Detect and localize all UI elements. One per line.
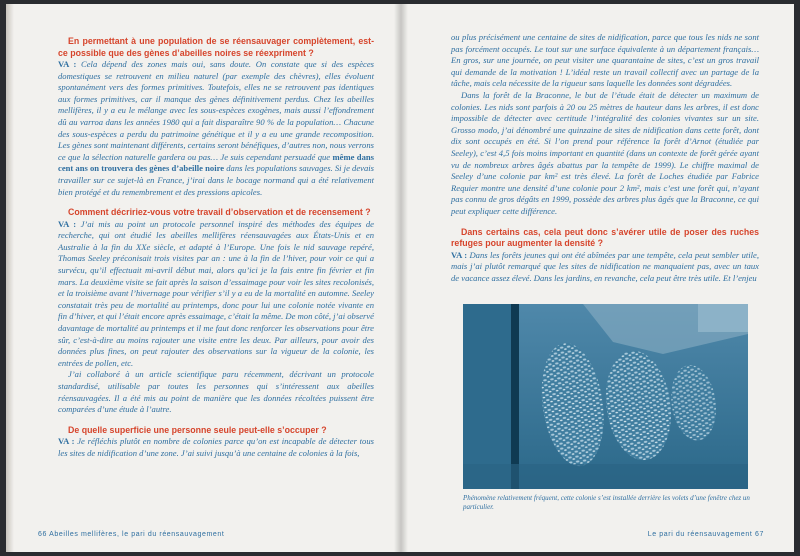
book-spread <box>6 4 794 552</box>
left-page <box>6 4 401 552</box>
photo-caption: Phénomène relativement fréquent, cette colonie s’est installée derrière les volets d’une fenêtre chez un particulier. <box>463 494 750 511</box>
answer-paragraph: VA : Cela dépend des zones mais oui, sans doute. On constate que si des espèces domestiques se retrouvent en milieu naturel (par exemple des chèvres), elles évoluent spontanément vers des formes primitives. Toutefois, elles ne se retrouvent pas identiques aux formes primitives, car il manque des gènes définitivement perdus. Chez les abeilles mellifères, il y a eu le mélange avec les sous-espèces exogènes, mais aussi l’effondrement dû au varroa dans les années 1980 qui a fait disparaître 90 % de la population… Chacune des sous-espèces a perdu du patrimoine génétique et il y a eu une grande recomposition. Les gènes sont maintenant différents, certains seront bénéfiques, d’autres non, nous verrons ce que la sélection naturelle gardera ou pas… Je suis cependant persuadé que même dans cent ans on trouvera des gènes d’abeille noire dans les populations sauvages. Si je devais travailler sur ce sujet-là en France, j’irai dans le bocage normand qui a été relativement bien protégé et du remembrement et des pressions apicoles. <box>58 59 375 197</box>
answer-paragraph: VA : Je réfléchis plutôt en nombre de colonies parce qu’on est incapable de détecter tous les sites de nidification d’une zone. J’ai suivi jusqu’à une centaine de colonies à la fois, <box>58 436 374 458</box>
speaker-label: VA : <box>58 218 77 229</box>
qa-block <box>58 36 374 198</box>
photo-illustration <box>463 304 748 489</box>
right-page <box>401 4 794 552</box>
right-text-column <box>451 32 759 284</box>
speaker-label: VA : <box>58 59 77 69</box>
qa-block <box>58 207 374 416</box>
folio-left: 66 Abeilles mellifères, le pari du réensauvagement <box>38 531 225 538</box>
question: En permettant à une population de se réensauvager complètement, est-ce possible que des gènes d’abeilles noires se réexpriment ? <box>58 36 374 58</box>
paragraph: Dans la forêt de la Braconne, le but de l’étude était de détecter un maximum de colonies. Les nids sont parfois à 20 ou 25 mètres de hauteur dans les arbres, il est donc impossible de détecter avec certitude l’intégralité des colonies vivantes sur un site. Grosso modo, j’ai dénombré une quinzaine de sites de nidification dans cette forêt, dont dix sont occupés en été. Si l’on prend pour référence la forêt d’Arnot (étudiée par Seeley), c’est 4,5 fois moins important en quantité (dans un contexte de forêt gérée ayant vu de nombreux arbres âgés abattus par la tempête de 1999). Le chiffre maximal de Seeley d’une colonie par km² est très élevé. La forêt de Loches étudiée par Fabrice Requier montre une densité d’une colonie pour 2 km², mais c’est une forêt qui, n’ayant pas connu de gros dégâts en 1999, possède des arbres plus âgés que la Braconne, ce qui peut expliquer cette différence. <box>451 89 759 216</box>
question: Dans certains cas, cela peut donc s’avérer utile de poser des ruches refuges pour augmenter la densité ? <box>451 226 759 248</box>
book-gutter <box>394 4 408 552</box>
speaker-label: VA : <box>58 436 75 447</box>
bee-colony-photo <box>463 304 748 489</box>
paragraph: ou plus précisément une centaine de sites de nidification, parce que tous les nids ne sont pas forcément occupés. Le tout sur une surface équivalente à un département français… En gros, sur une journée, on peut visiter une quarantaine de sites, c’est un gros travail qui demande de la motivation ! L’idéal reste un travail collectif avec un partage de la tâche, mais cela nécessite de la rigueur sans laquelle les données sont dégradées. <box>451 32 759 89</box>
emphasis: même dans cent ans on trouvera des gènes d’abeille noire <box>58 151 375 174</box>
answer-paragraph: VA : Dans les forêts jeunes qui ont été abîmées par une tempête, cela peut sembler utile, mais j’ai plutôt remarqué que les sites de nidification ne manquaient pas, avec un taux de vacance assez élevé. Dans les jardins, en revanche, cela peut être très utile. Et l’enjeu <box>451 249 759 283</box>
qa-block <box>58 425 374 460</box>
qa-block <box>451 227 759 285</box>
folio-right: Le pari du réensauvagement 67 <box>647 531 764 538</box>
speaker-label: VA : <box>451 249 468 260</box>
answer-paragraph: J’ai collaboré à un article scientifique paru récemment, décrivant un protocole standardisé, utilisable par toutes les personnes qui s’intéressent aux abeilles réensauvagées. Il a été mis au point de manière que les données récoltées puissent être comparées d’une étude à l’autre. <box>58 369 374 415</box>
question: Comment décririez-vous votre travail d’observation et de recensement ? <box>68 207 371 218</box>
left-text-column <box>58 36 374 459</box>
question: De quelle superficie une personne seule peut-elle s’occuper ? <box>68 424 327 435</box>
answer-paragraph: VA : J’ai mis au point un protocole personnel inspiré des méthodes des équipes de recherche, qui ont étudié les abeilles mellifères réensauvagées aux États-Unis et en Australie à la fin du XXe siècle, et adapté à l’Europe. Une fois le nid sauvage repéré, Thomas Seeley préconisait trois visites par an : une à la fin de l’hiver, pour voir ce qui a survécu, qu’il effectuait mi-avril début mai, alors qu’ici je la fais entre fin février et fin mars. La deuxième visite se fait après la saison d’essaimage pour voir les sites recolonisés, et la troisième avant l’hivernage pour vérifier s’il y a eu de la mortalité en automne. Seeley constatait très peu de mortalité au printemps, donc pour lui une colonie notée vivante en fin d’hiver, et qui l’était encore après essaimage, c’était la même. De mon côté, j’ai observé davantage de mortalité au printemps et il me faut donc renforcer les observations pour être sûr, c’est-à-dire au moins rajouter une visite entre les deux. Par ailleurs, pour avoir des données plus fines, on peut rajouter des observations sur la vigueur de la colonie, les entrées de pollen, etc. <box>58 218 374 368</box>
